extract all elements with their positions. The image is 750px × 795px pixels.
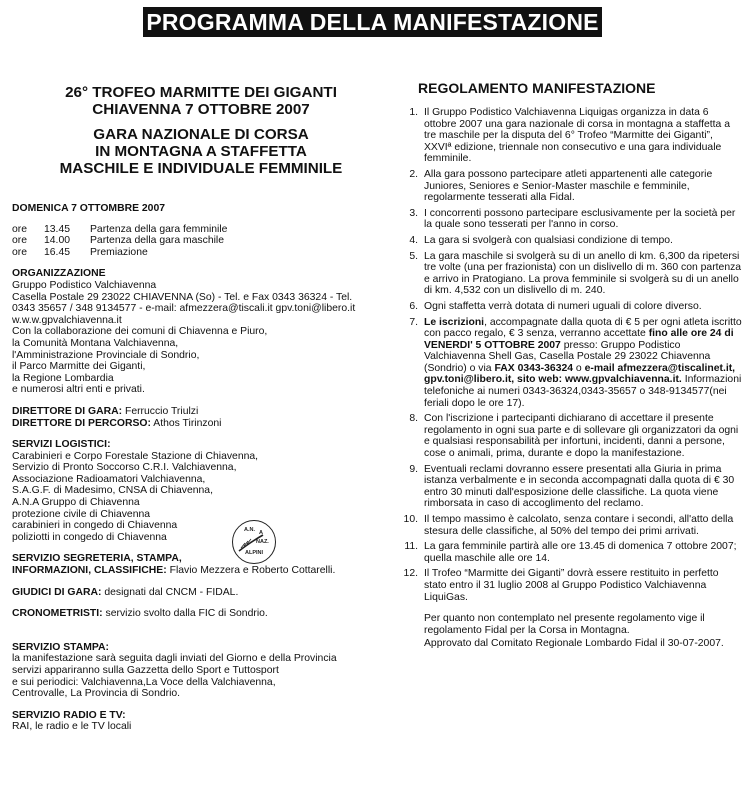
logistic-line: Servizio di Pronto Soccorso C.R.I. Valchiavenna, (12, 462, 237, 474)
organizzazione-title: ORGANIZZAZIONE (12, 268, 106, 280)
cronometristi-value: servizio svolto dalla FIC di Sondrio. (105, 608, 268, 620)
logistic-line: Carabinieri e Corpo Forestale Stazione di Chiavenna, (12, 450, 259, 462)
rule-item (398, 235, 743, 247)
rule-text: Il tempo massimo è calcolato, senza contare i secondi, all'atto della stesura delle classifiche, al 50% del tempo dei primi arrivati. (424, 514, 734, 537)
org-line: la Comunità Montana Valchiavenna, (12, 337, 179, 349)
direttore-percorso-label: DIRETTORE DI PERCORSO: (12, 417, 151, 429)
cronometristi (12, 608, 390, 620)
org-line: Con la collaborazione dei comuni di Chiavenna e Piuro, (12, 326, 268, 338)
rule-number: 9. (409, 463, 418, 475)
schedule-ore: ore (12, 235, 28, 247)
direttore-gara-value: Ferruccio Triulzi (124, 405, 199, 417)
rule-text: La gara si svolgerà con qualsiasi condizione di tempo. (424, 234, 673, 246)
rule-number: 3. (409, 207, 418, 219)
rule-text: Con l'iscrizione i partecipanti dichiarano di accettare il presente regolamento in ogni sua parte e di sollevare gli organizzatori da ogni e qualsiasi responsabilità per infortuni, incidenti, danni a persone, cose o animali, prima, durante e dopo la manifestazione. (424, 413, 739, 460)
giudici (12, 587, 390, 599)
logistic-line: carabinieri in congedo di Chiavenna (12, 520, 178, 532)
right-column (398, 80, 743, 650)
direttore-gara-label: DIRETTORE DI GARA: (12, 405, 123, 417)
stampa-line: la manifestazione sarà seguita dagli inviati del Giorno e della Provincia (12, 653, 337, 665)
rule-item (398, 541, 743, 564)
schedule-ore: ore (12, 223, 28, 235)
org-line: Casella Postale 29 23022 CHIAVENNA (So) - Tel. e Fax 0343 36324 - Tel. (12, 291, 353, 303)
rule-item (398, 169, 743, 204)
servizi-logistici-title: SERVIZI LOGISTICI: (12, 439, 111, 451)
logo-text-bottom: ALPINI (245, 550, 264, 556)
direttore-percorso (12, 418, 390, 430)
stampa-line: e sui periodici: Valchiavenna,La Voce della Valchiavenna, (12, 676, 276, 688)
stampa-line: servizi appariranno sulla Gazzetta dello Sport e Tuttosport (12, 665, 279, 676)
rule-text (424, 317, 743, 410)
schedule (12, 224, 390, 259)
rule-item (398, 208, 743, 231)
stampa-line: Centrovalle, La Provincia di Sondrio. (12, 688, 181, 700)
direttore-percorso-value: Athos Tirinzoni (153, 417, 222, 429)
rule-text: Ogni staffetta verrà dotata di numeri uguali di colore diverso. (424, 300, 702, 312)
schedule-event: Premiazione (90, 246, 148, 258)
fidal-note: Per quanto non contemplato nel presente regolamento vige il regolamento Fidal per la Corsa in Montagna. (424, 613, 705, 636)
schedule-ore: ore (12, 246, 28, 258)
radio-value: RAI, le radio e le TV locali (12, 721, 132, 733)
direttore-gara (12, 406, 390, 418)
rule7-text: Informazioni telefoniche ai numeri 0343-36324,0343-35657 o 348-9134577(nei feriali dopo le ore 17). (424, 374, 742, 409)
servizi-logistici-text (12, 451, 390, 544)
schedule-time: 13.45 (44, 223, 71, 235)
schedule-event: Partenza della gara femminile (90, 223, 228, 235)
schedule-time: 16.45 (44, 246, 71, 258)
rule-number: 4. (409, 234, 418, 246)
segreteria-label-1: SERVIZIO SEGRETERIA, STAMPA, (12, 553, 182, 565)
rule-number: 2. (409, 168, 418, 180)
rule-text: Eventuali reclami dovranno essere presentati alla Giuria in prima istanza verbalmente e in seconda accompagnati dalla quota di € 30 entro 30 minuti dall'esposizione delle classifiche. La quota viene rimborsata in caso di accoglimento del reclamo. (424, 463, 735, 510)
event-title-line-1: 26° TROFEO MARMITTE DEI GIGANTI (65, 84, 337, 101)
stampa-title: SERVIZIO STAMPA: (12, 641, 109, 653)
approval-note: Approvato dal Comitato Regionale Lombardo Fidal il 30-07-2007. (424, 638, 724, 650)
rule-text: I concorrenti possono partecipare esclusivamente per la società per la quale sono tesserati per l'anno in corso. (424, 207, 736, 231)
rule7-deadline: fino alle ore 24 di VENERDI' 5 OTTOBRE 2007 (424, 328, 734, 351)
org-line: 0343 35657 / 348 9134577 - e-mail: afmezzera@tiscali.it gpv.toni@libero.it (12, 303, 356, 315)
rule-number: 6. (409, 300, 418, 312)
rule-text: Il Gruppo Podistico Valchiavenna Liquigas organizza in data 6 ottobre 2007 una gara nazionale di corsa in montagna a staffetta a tre maschile per la disputa del 6° Trofeo “Marmitte dei Giganti”, XXVIª edizione, triennale non consecutivo e una gara individuale femminile. (424, 107, 730, 165)
giudici-value: designati dal CNCM - FIDAL. (104, 586, 239, 598)
logistic-line: poliziotti in congedo di Chiavenna (12, 531, 167, 543)
org-line: e numerosi altri enti e privati. (12, 384, 145, 396)
rule-number: 1. (409, 107, 418, 118)
rule7-email-web: e-mail afmezzera@tiscalinet.it, gpv.toni@libero.it, sito web: www.gpvalchiavenna.it. (424, 362, 736, 386)
logo-text-top: A.N. (244, 527, 255, 533)
rule-text: La gara femminile partirà alle ore 13.45 di domenica 7 ottobre 2007; quella maschile alle ore 14. (424, 541, 737, 564)
logo-text-right: A (259, 530, 263, 536)
org-line: l'Amministrazione Provinciale di Sondrio, (12, 349, 200, 361)
event-subtitle-line-1: GARA NAZIONALE DI CORSA (93, 126, 309, 143)
event-subtitle-line-2: IN MONTAGNA A STAFFETTA (95, 143, 307, 160)
segreteria-value: Flavio Mezzera e Roberto Cottarelli. (169, 565, 336, 577)
org-line: il Parco Marmitte dei Giganti, (12, 361, 146, 373)
logistic-line: protezione civile di Chiavenna (12, 508, 151, 520)
logistic-line: Associazione Radioamatori Valchiavenna, (12, 473, 206, 485)
logistic-line: S.A.G.F. di Madesimo, CNSA di Chiavenna, (12, 485, 213, 497)
ana-alpini-logo-icon (232, 520, 276, 564)
rule-item-iscrizioni (398, 317, 743, 410)
rule-text: Alla gara possono partecipare atleti appartenenti alle categorie Juniores, Seniores e Senior-Master maschile e femminile, regolarmente tesserati alla Fidal. (424, 168, 713, 204)
date-heading: DOMENICA 7 OTTOMBRE 2007 (12, 203, 166, 214)
rule-item (398, 464, 743, 510)
rule-number: 12. (403, 568, 418, 580)
org-line: Gruppo Podistico Valchiavenna (12, 279, 157, 291)
rule-item (398, 413, 743, 459)
giudici-label: GIUDICI DI GARA: (12, 586, 102, 598)
rule-number: 8. (409, 413, 418, 425)
segreteria-label-2: INFORMAZIONI, CLASSIFICHE: (12, 565, 167, 577)
rule7-bold: Le iscrizioni (424, 316, 485, 328)
rule-item (398, 251, 743, 297)
organizzazione-text (12, 280, 390, 396)
rules-list (398, 107, 743, 603)
page-banner: PROGRAMMA DELLA MANIFESTAZIONE (143, 7, 602, 37)
rule-number: 11. (404, 541, 418, 553)
rule-item (398, 107, 743, 165)
logo-text-mid: NAZ. (256, 539, 269, 545)
regolamento-title: REGOLAMENTO MANIFESTAZIONE (418, 80, 656, 96)
logistic-line: A.N.A Gruppo di Chiavenna (12, 497, 140, 509)
cronometristi-label: CRONOMETRISTI: (12, 608, 103, 620)
rule-text: La gara maschile si svolgerà su di un anello di km. 6,300 da ripetersi tre volte (una per frazionista) con un dislivello di m. 360 con partenza e arrivo in Pratogiano. La prova femminile si svolgerà su di un anello di km. 4,532 con un dislivello di m. 240. (424, 250, 742, 297)
event-subtitle-line-3: MASCHILE E INDIVIDUALE FEMMINILE (59, 160, 343, 177)
org-line: la Regione Lombardia (12, 372, 114, 384)
rule-number: 7. (409, 316, 418, 328)
left-column (12, 84, 390, 733)
logo-feather-icon (233, 521, 275, 563)
event-title-line-2: CHIAVENNA 7 OTTOBRE 2007 (92, 101, 310, 118)
schedule-event: Partenza della gara maschile (90, 235, 224, 247)
rule-number: 10. (403, 514, 418, 525)
radio-title: SERVIZIO RADIO E TV: (12, 709, 126, 721)
rule7-fax: FAX 0343-36324 (494, 362, 574, 374)
rule-item (398, 568, 743, 603)
segreteria (12, 565, 390, 577)
rule-text: Il Trofeo “Marmitte dei Giganti” dovrà essere restituito in perfetto stato entro il 31 luglio 2008 al Gruppo Podistico Valchiavenna LiquiGas. (424, 568, 719, 603)
org-line: w.w.w.gpvalchiavenna.it (12, 314, 122, 326)
rule-item (398, 301, 743, 313)
rule7-text: presso: Gruppo Podistico Valchiavenna Shell Gas, Casella Postale 29 23022 Chiavenna (Sondrio) o via (424, 339, 711, 374)
rule7-text: o (573, 362, 585, 374)
rule7-text: , accompagnate dalla quota di € 5 per ogni atleta iscritto con pacco regalo, € 3 senza, verranno accettate (424, 316, 742, 340)
rule-item (398, 514, 743, 537)
rule-number: 5. (409, 250, 418, 262)
schedule-time: 14.00 (44, 235, 71, 247)
